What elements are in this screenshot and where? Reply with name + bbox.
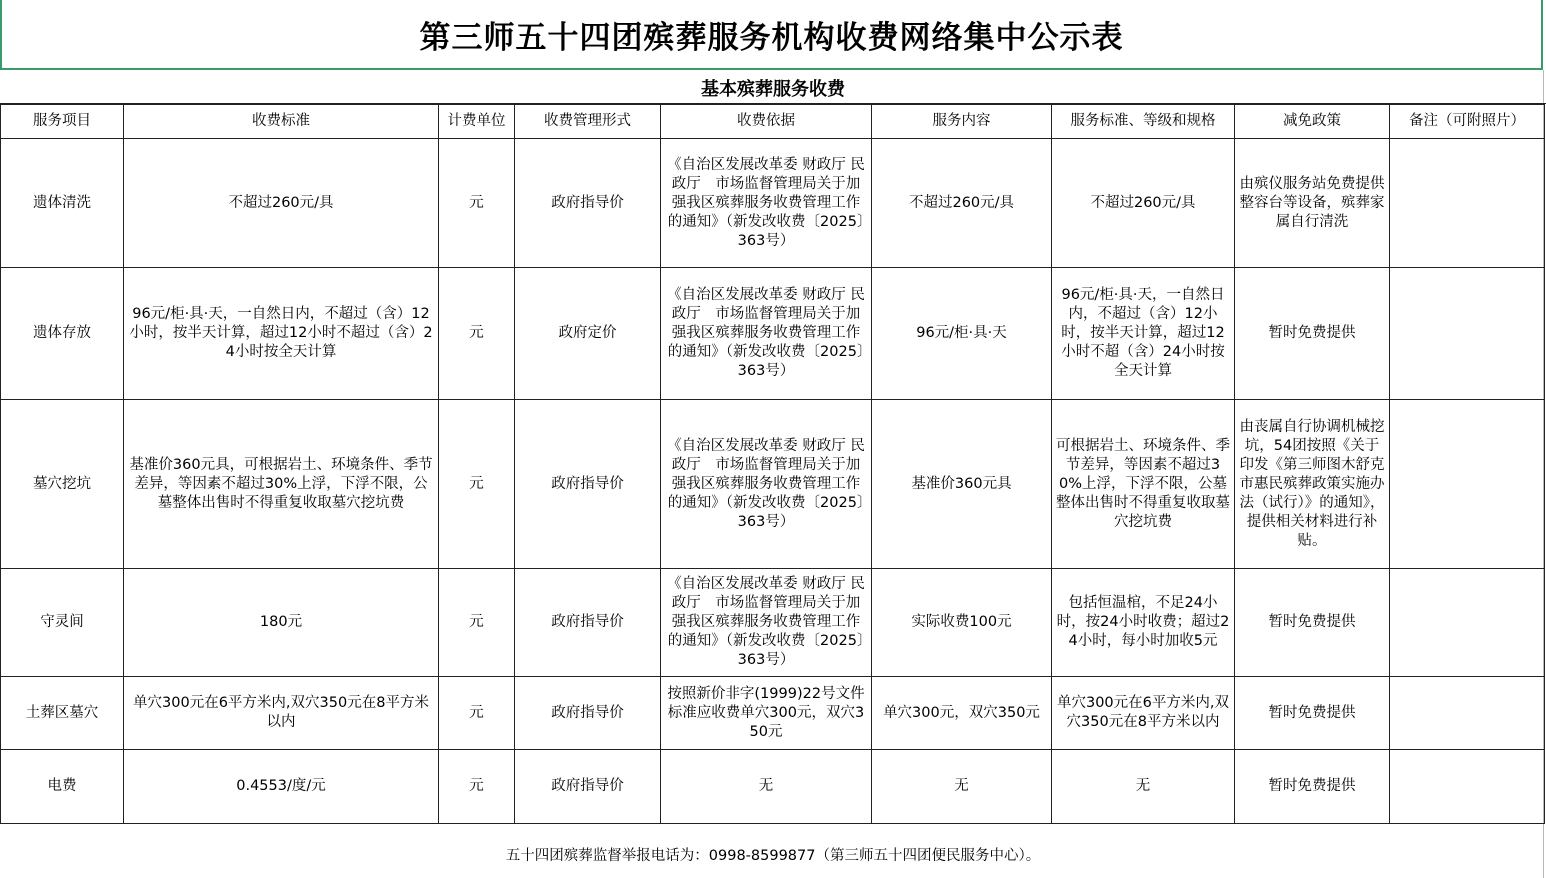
cell-content: 96元/柜·具·天 <box>872 268 1052 400</box>
cell-policy: 由殡仪服务站免费提供整容台等设备，殡葬家属自行清洗 <box>1235 139 1390 268</box>
cell-policy: 暂时免费提供 <box>1235 677 1390 750</box>
header-cell: 服务标准、等级和规格 <box>1052 105 1235 139</box>
cell-content: 基准价360元具 <box>872 400 1052 569</box>
cell-spec: 无 <box>1052 750 1235 824</box>
header-cell: 收费标准 <box>124 105 439 139</box>
cell-content: 不超过260元/具 <box>872 139 1052 268</box>
cell-unit: 元 <box>439 139 515 268</box>
cell-standard: 单穴300元在6平方米内,双穴350元在8平方米以内 <box>124 677 439 750</box>
header-cell: 收费依据 <box>661 105 872 139</box>
cell-note <box>1390 268 1545 400</box>
header-cell: 计费单位 <box>439 105 515 139</box>
cell-standard: 基准价360元具，可根据岩土、环境条件、季节差异，等因素不超过30%上浮，下浮不限，公墓整体出售时不得重复收取墓穴挖坑费 <box>124 400 439 569</box>
cell-standard: 96元/柜·具·天，一自然日内，不超过（含）12小时，按半天计算，超过12小时不超过（含）24小时按全天计算 <box>124 268 439 400</box>
cell-spec: 不超过260元/具 <box>1052 139 1235 268</box>
cell-unit: 元 <box>439 569 515 677</box>
cell-standard: 0.4553/度/元 <box>124 750 439 824</box>
cell-unit: 元 <box>439 400 515 569</box>
cell-spec: 单穴300元在6平方米内,双穴350元在8平方米以内 <box>1052 677 1235 750</box>
cell-note <box>1390 139 1545 268</box>
cell-unit: 元 <box>439 677 515 750</box>
cell-item: 土葬区墓穴 <box>1 677 124 750</box>
cell-basis: 《自治区发展改革委 财政厅 民政厅 市场监督管理局关于加强我区殡葬服务收费管理工作的通知》（新发改收费〔2025〕363号） <box>661 569 872 677</box>
cell-basis: 《自治区发展改革委 财政厅 民政厅 市场监督管理局关于加强我区殡葬服务收费管理工作的通知》（新发改收费〔2025〕363号） <box>661 400 872 569</box>
cell-standard: 不超过260元/具 <box>124 139 439 268</box>
cell-policy: 由丧属自行协调机械挖坑，54团按照《关于印发《第三师图木舒克市惠民殡葬政策实施办法（试行）》的通知》，提供相关材料进行补贴。 <box>1235 400 1390 569</box>
cell-basis: 按照新价非字(1999)22号文件标准应收费单穴300元，双穴350元 <box>661 677 872 750</box>
table-row <box>1 268 1545 400</box>
header-cell: 备注（可附照片） <box>1390 105 1545 139</box>
cell-form: 政府指导价 <box>515 677 661 750</box>
cell-item: 电费 <box>1 750 124 824</box>
page-title: 第三师五十四团殡葬服务机构收费网络集中公示表 <box>419 19 1124 56</box>
cell-spec: 包括恒温棺，不足24小时，按24小时收费；超过24小时，每小时加收5元 <box>1052 569 1235 677</box>
cell-item: 守灵间 <box>1 569 124 677</box>
table-row <box>1 400 1545 569</box>
cell-note <box>1390 677 1545 750</box>
cell-note <box>1390 400 1545 569</box>
table-row <box>1 139 1545 268</box>
cell-content: 单穴300元，双穴350元 <box>872 677 1052 750</box>
cell-basis: 无 <box>661 750 872 824</box>
table-row <box>1 569 1545 677</box>
cell-form: 政府指导价 <box>515 569 661 677</box>
header-cell: 减免政策 <box>1235 105 1390 139</box>
header-cell: 服务项目 <box>1 105 124 139</box>
cell-spec: 可根据岩土、环境条件、季节差异，等因素不超过30%上浮，下浮不限，公墓整体出售时不得重复收取墓穴挖坑费 <box>1052 400 1235 569</box>
cell-form: 政府指导价 <box>515 750 661 824</box>
footer-report-phone: 五十四团殡葬监督举报电话为：0998-8599877（第三师五十四团便民服务中心）。 <box>505 847 1041 864</box>
section-subtitle: 基本殡葬服务收费 <box>0 73 1546 104</box>
cell-policy: 暂时免费提供 <box>1235 750 1390 824</box>
cell-unit: 元 <box>439 750 515 824</box>
table-header-row <box>1 105 1545 139</box>
cell-policy: 暂时免费提供 <box>1235 569 1390 677</box>
table-row <box>1 677 1545 750</box>
cell-item: 遗体存放 <box>1 268 124 400</box>
cell-form: 政府指导价 <box>515 139 661 268</box>
cell-spec: 96元/柜·具·天，一自然日内，不超过（含）12小时，按半天计算，超过12小时不超（含）24小时按全天计算 <box>1052 268 1235 400</box>
header-cell: 收费管理形式 <box>515 105 661 139</box>
cell-basis: 《自治区发展改革委 财政厅 民政厅 市场监督管理局关于加强我区殡葬服务收费管理工作的通知》（新发改收费〔2025〕363号） <box>661 268 872 400</box>
cell-content: 无 <box>872 750 1052 824</box>
cell-form: 政府指导价 <box>515 400 661 569</box>
title-box <box>0 0 1543 70</box>
cell-policy: 暂时免费提供 <box>1235 268 1390 400</box>
cell-basis: 《自治区发展改革委 财政厅 民政厅 市场监督管理局关于加强我区殡葬服务收费管理工作的通知》（新发改收费〔2025〕363号） <box>661 139 872 268</box>
cell-unit: 元 <box>439 268 515 400</box>
cell-form: 政府定价 <box>515 268 661 400</box>
cell-note <box>1390 569 1545 677</box>
cell-standard: 180元 <box>124 569 439 677</box>
cell-item: 遗体清洗 <box>1 139 124 268</box>
table-row <box>1 750 1545 824</box>
cell-content: 实际收费100元 <box>872 569 1052 677</box>
fee-table <box>0 104 1545 824</box>
header-cell: 服务内容 <box>872 105 1052 139</box>
cell-note <box>1390 750 1545 824</box>
cell-item: 墓穴挖坑 <box>1 400 124 569</box>
